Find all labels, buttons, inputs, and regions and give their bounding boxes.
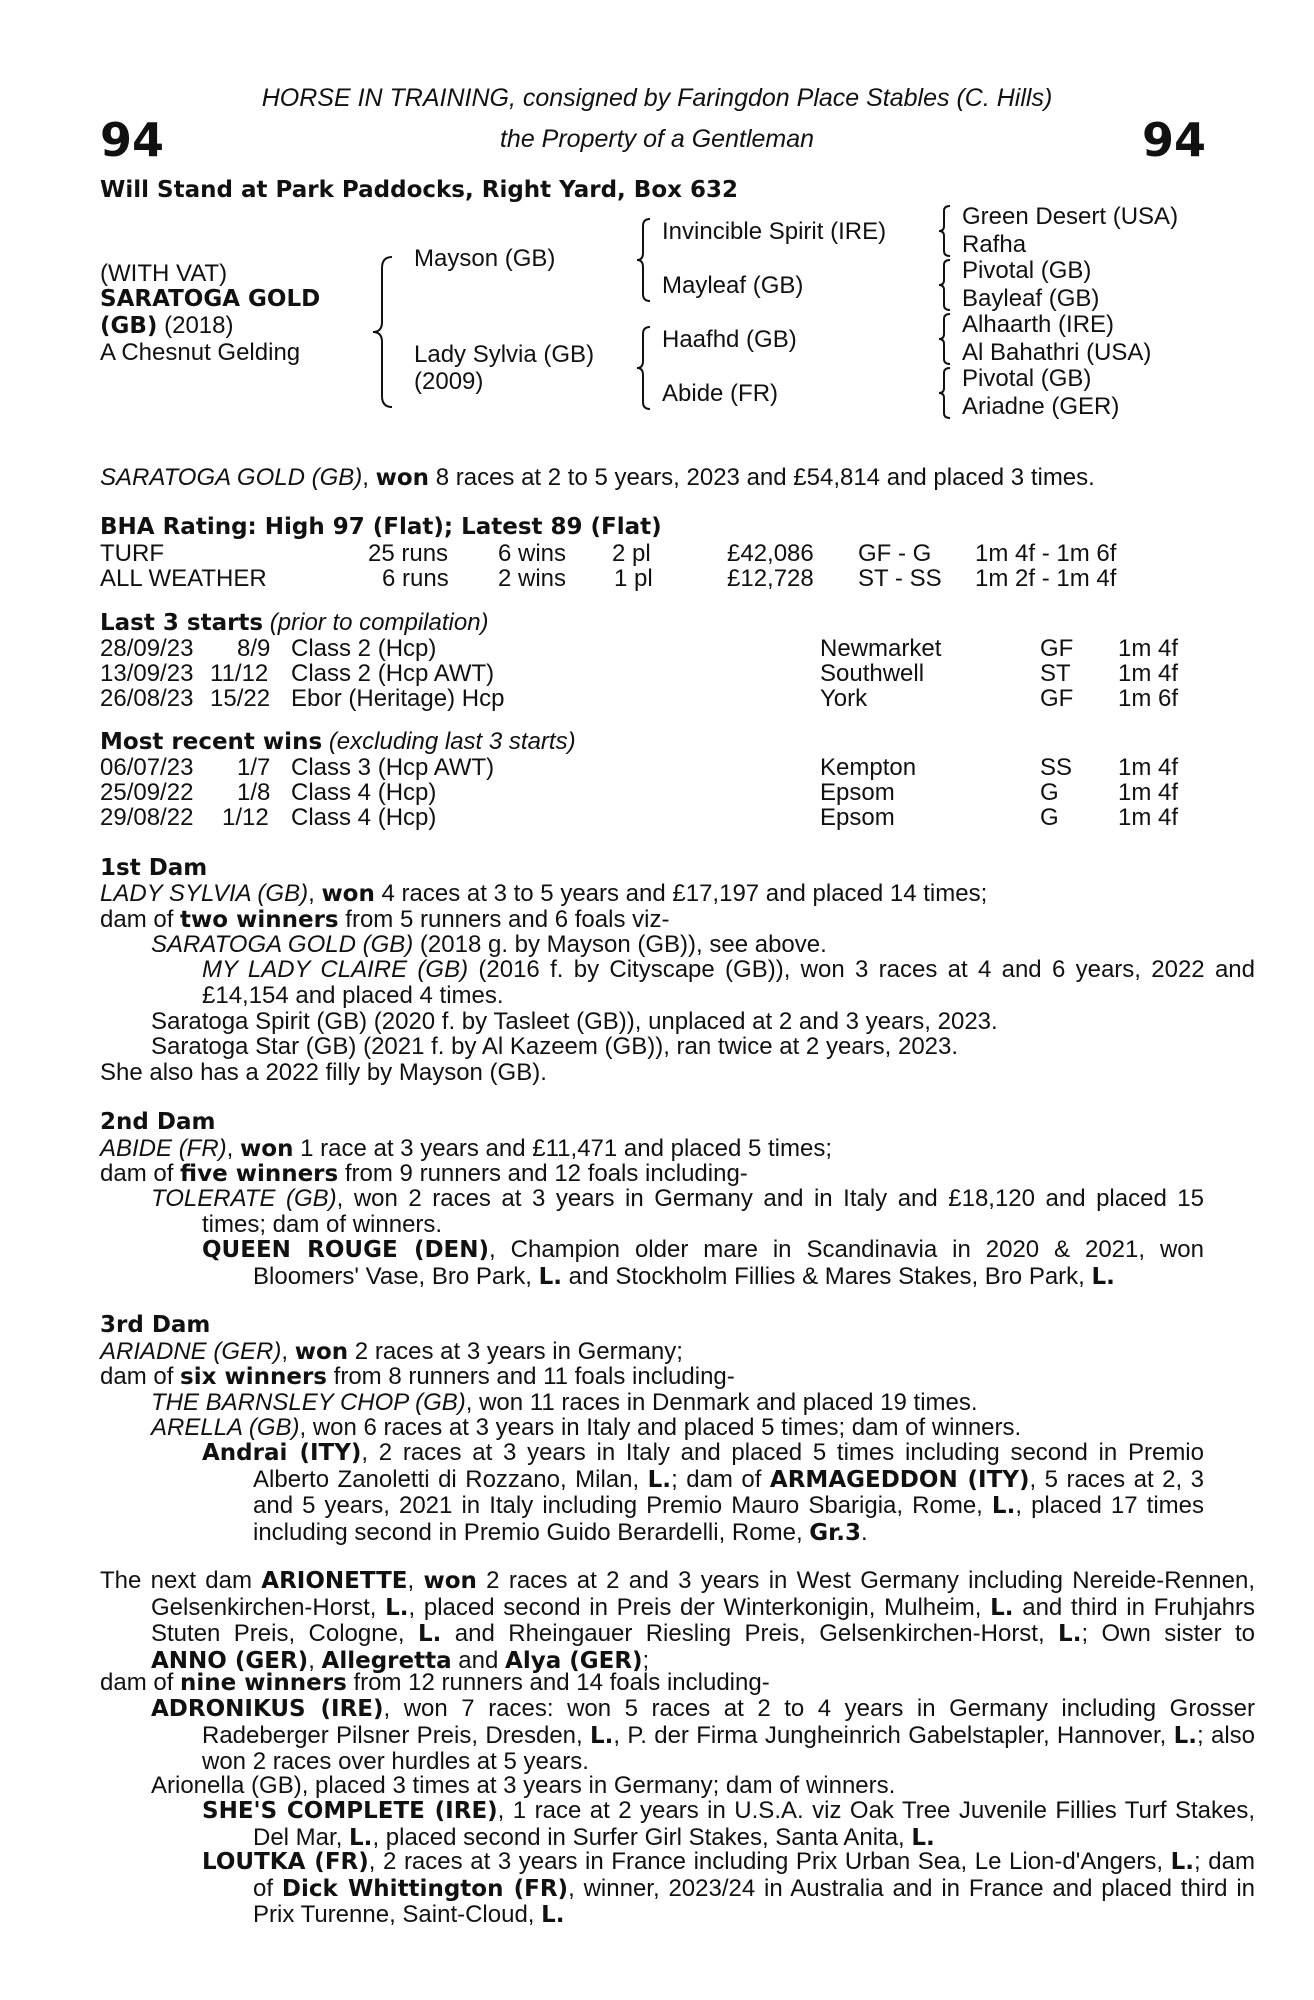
listed-mark: L. <box>538 1263 562 1290</box>
win-pos: 1/8 <box>237 779 271 806</box>
dam-year: (2009) <box>414 368 484 395</box>
last3-note: (prior to compilation) <box>269 609 489 636</box>
start-date: 13/09/23 <box>100 660 194 687</box>
dam1-line1: LADY SYLVIA (GB), won 4 races at 3 to 5 years and £17,197 and placed 14 times; <box>100 880 988 907</box>
dam2-line1: ABIDE (FR), won 1 race at 3 years and £11,471 and placed 5 times; <box>100 1135 833 1162</box>
dam1-dam-of: dam of <box>100 906 181 933</box>
dam3-won: won <box>294 1339 349 1365</box>
race-summary: SARATOGA GOLD (GB), won 8 races at 2 to 5 years, 2023 and £54,814 and placed 3 times. <box>100 464 1095 491</box>
start-dist: 1m 4f <box>1118 660 1179 687</box>
summary-horse: SARATOGA GOLD (GB) <box>100 464 363 491</box>
grandprogeny-record: , 2 races at 3 years in Italy and placed 5 times including second in Premio Alberto Zanoletti di Rozzano, Milan, <box>253 1439 1204 1493</box>
listed-mark: L. <box>647 1466 672 1493</box>
wins-note: (excluding last 3 starts) <box>328 728 576 755</box>
rating-prize: £12,728 <box>727 565 814 592</box>
dam1-won: won <box>321 881 375 907</box>
dam2-won: won <box>240 1136 294 1162</box>
listed-mark: L. <box>590 1722 614 1749</box>
win-race: Class 3 (Hcp AWT) <box>291 754 495 781</box>
sire-sire: Invincible Spirit (IRE) <box>662 218 887 245</box>
pedigree-brace-g34 <box>938 259 952 311</box>
listed-mark: L. <box>1170 1849 1195 1875</box>
grandprogeny-record: , 2 races at 3 years in France including Prix Urban Sea, Le Lion-d'Angers, <box>368 1848 1171 1875</box>
comma: , <box>308 1647 322 1675</box>
next-dam-dam-of: dam of <box>100 1669 181 1696</box>
grandprogeny-name: LOUTKA (FR) <box>202 1849 369 1875</box>
semicolon: ; <box>642 1647 650 1675</box>
dam2-winners: five winners <box>180 1161 339 1187</box>
g-green-desert: Green Desert (USA) <box>962 203 1179 230</box>
start-dist: 1m 6f <box>1118 685 1179 712</box>
dam1-heading: 1st Dam <box>100 855 208 881</box>
next-dam-line2 <box>100 1670 770 1697</box>
progeny-record: (2016 f. by Cityscape (GB)), won 3 races at 4 and 6 years, 2022 and £14,154 and placed 4 times. <box>202 956 1255 1009</box>
dam-dam: Abide (FR) <box>662 380 779 407</box>
start-course: York <box>820 685 868 712</box>
grandprogeny-record-3: , winner, 2023/24 in Australia and in France and placed third in Prix Turenne, Saint-Cloud, <box>253 1874 1256 1929</box>
dam1-progeny-1 <box>151 932 827 958</box>
rating-surface: ALL WEATHER <box>100 565 267 592</box>
dam3-grandprogeny-1 <box>202 1440 1204 1547</box>
rating-dist: 1m 2f - 1m 4f <box>975 565 1117 592</box>
rating-dist: 1m 4f - 1m 6f <box>975 540 1117 567</box>
rating-surface: TURF <box>100 540 164 567</box>
win-going: SS <box>1040 754 1073 781</box>
listed-mark: L. <box>991 1493 1016 1520</box>
progeny-name: THE BARNSLEY CHOP (GB) <box>151 1389 466 1416</box>
win-race: Class 4 (Hcp) <box>291 779 437 806</box>
dam3-heading: 3rd Dam <box>100 1312 211 1338</box>
sibling-alya: Alya (GER) <box>505 1648 643 1675</box>
listed-mark: L. <box>1058 1621 1082 1648</box>
next-dam-foals: from 12 runners and 14 foals including- <box>346 1669 770 1696</box>
dam2-grandprogeny-1 <box>202 1237 1204 1290</box>
dam-name: Lady Sylvia (GB) <box>414 341 595 368</box>
full-stop: . <box>860 1519 868 1547</box>
listed-mark: L. <box>1173 1722 1198 1749</box>
pedigree-brace-g78 <box>938 367 952 419</box>
rating-wins: 2 wins <box>498 565 567 592</box>
listed-mark: L. <box>385 1594 409 1621</box>
progeny-name: MY LADY CLAIRE (GB) <box>202 956 469 983</box>
win-date: 25/09/22 <box>100 779 194 806</box>
next-dam-intro: The next dam <box>100 1567 262 1594</box>
listed-mark: L. <box>349 1824 373 1851</box>
lot-number-right: 94 <box>1141 113 1206 167</box>
start-going: GF <box>1040 685 1074 712</box>
grandprogeny-record: , 1 race at 2 years in U.S.A. viz Oak Tree Juvenile Fillies Turf Stakes, Del Mar, <box>253 1797 1255 1851</box>
dam3-record: 2 races at 3 years in Germany; <box>348 1338 683 1365</box>
pedigree-brace-g56 <box>938 313 952 365</box>
g-pivotal-2: Pivotal (GB) <box>962 365 1092 392</box>
great-grandprogeny-name: Dick Whittington (FR) <box>281 1875 569 1902</box>
progeny-record: (2018 g. by Mayson (GB)), see above. <box>413 931 827 958</box>
pedigree-brace-main <box>372 256 394 408</box>
sibling-anno: ANNO (GER) <box>151 1648 309 1675</box>
vat-label: (WITH VAT) <box>100 260 228 287</box>
next-dam-paragraph: The next dam ARIONETTE, won 2 races at 2 and 3 years in West Germany including Nereide-Rennen, Gelsenkirchen-Horst, L., placed second in Preis der Winterkonigin, Mulheim, L. and third in Fruhjahrs Stuten Preis, Cologne, L. and Rheingauer Riesling Preis, Gelsenkirchen-Horst, L.; Own sister to ANNO (GER), Allegretta and Alya (GER); <box>100 1567 1256 1675</box>
start-going: GF <box>1040 635 1074 662</box>
start-date: 26/08/23 <box>100 685 194 712</box>
progeny-record: , won 11 races in Denmark and placed 19 times. <box>465 1389 978 1416</box>
grandprogeny-name: QUEEN ROUGE (DEN) <box>202 1237 490 1263</box>
progeny-record: , won 7 races: won 5 races at 2 to 4 years in Germany including Grosser Radeberger Pilsner Preis, Dresden, <box>202 1695 1255 1749</box>
dam3-winners: six winners <box>180 1364 327 1390</box>
g-rafha: Rafha <box>962 231 1027 258</box>
last3-title-line <box>100 610 489 637</box>
grandprogeny-record-2: ; dam of <box>253 1848 1255 1902</box>
progeny-name: TOLERATE (GB) <box>151 1185 337 1212</box>
win-race: Class 4 (Hcp) <box>291 804 437 831</box>
great-grandprogeny-name: ARMAGEDDON (ITY) <box>769 1466 1030 1493</box>
progeny-name: ARELLA (GB) <box>151 1414 300 1441</box>
next-dam-winners: nine winners <box>180 1670 347 1696</box>
pedigree-brace-sire <box>636 218 652 302</box>
g-al-bahathri: Al Bahathri (USA) <box>962 339 1152 366</box>
start-pos: 15/22 <box>210 685 271 712</box>
dam1-line2 <box>100 907 669 934</box>
dam2-record: 1 race at 3 years and £11,471 and placed 5 times; <box>293 1135 833 1162</box>
listed-mark: L. <box>990 1594 1014 1621</box>
listed-mark: L. <box>541 1902 565 1929</box>
win-course: Epsom <box>820 804 895 831</box>
win-dist: 1m 4f <box>1118 804 1179 831</box>
rating-going: ST - SS <box>858 565 942 592</box>
next-dam-grandprogeny-2 <box>202 1849 1255 1929</box>
dam1-note: She also has a 2022 filly by Mayson (GB). <box>100 1059 547 1086</box>
win-pos: 1/12 <box>222 804 269 831</box>
rating-pl: 2 pl <box>612 540 651 567</box>
g-pivotal-1: Pivotal (GB) <box>962 257 1092 284</box>
horse-country: (GB) <box>100 313 158 339</box>
location-line: Will Stand at Park Paddocks, Right Yard, Box 632 <box>100 177 738 203</box>
grandprogeny-record-2: ; dam of <box>671 1465 770 1493</box>
progeny-record-3: ; also won 2 races over hurdles at 5 years. <box>202 1721 1255 1776</box>
start-pos: 8/9 <box>237 635 271 662</box>
next-dam-t1: 2 races at 2 and 3 years in West Germany including Nereide-Rennen, Gelsenkirchen-Horst, <box>151 1567 1255 1621</box>
horse-description: A Chesnut Gelding <box>100 339 301 366</box>
start-course: Newmarket <box>820 635 942 662</box>
horse-country-year <box>100 313 233 340</box>
grandprogeny-record-2: , placed second in Surfer Girl Stakes, Santa Anita, <box>372 1823 912 1851</box>
dam2-heading: 2nd Dam <box>100 1109 216 1135</box>
dam-sire: Haafhd (GB) <box>662 326 797 353</box>
dam2-dam-of: dam of <box>100 1160 181 1187</box>
start-pos: 11/12 <box>210 660 269 687</box>
start-dist: 1m 4f <box>1118 635 1179 662</box>
start-race: Class 2 (Hcp AWT) <box>291 660 495 687</box>
progeny-record: , won 6 races at 3 years in Italy and placed 5 times; dam of winners. <box>299 1414 1022 1441</box>
progeny-name: ADRONIKUS (IRE) <box>151 1696 384 1722</box>
start-date: 28/09/23 <box>100 635 194 662</box>
g-ariadne: Ariadne (GER) <box>962 393 1120 420</box>
pedigree-brace-g12 <box>938 205 952 257</box>
dam2-name: ABIDE (FR) <box>100 1135 227 1162</box>
progeny-record-2: , P. der Firma Jungheinrich Gabelstapler, Hannover, <box>613 1721 1174 1749</box>
sire-name: Mayson (GB) <box>414 245 556 272</box>
grandprogeny-record-4: , placed 17 times including second in Premio Guido Berardelli, Rome, <box>253 1492 1204 1547</box>
win-dist: 1m 4f <box>1118 779 1179 806</box>
win-course: Epsom <box>820 779 895 806</box>
rating-prize: £42,086 <box>727 540 814 567</box>
dam3-line1: ARIADNE (GER), won 2 races at 3 years in Germany; <box>100 1338 683 1365</box>
and-word: and <box>451 1647 506 1675</box>
wins-title: Most recent wins <box>100 729 323 755</box>
win-date: 06/07/23 <box>100 754 194 781</box>
listed-mark: L. <box>1091 1263 1115 1290</box>
next-dam-t4: and Rheingauer Riesling Preis, Gelsenkirchen-Horst, <box>441 1620 1059 1648</box>
lot-number-left: 94 <box>100 113 165 167</box>
summary-won: won <box>375 465 430 491</box>
next-dam-t3: and third in Fruhjahrs Stuten Preis, Cologne, <box>151 1593 1256 1648</box>
next-dam-t2: , placed second in Preis der Winterkonigin, Mulheim, <box>408 1593 991 1621</box>
start-race: Class 2 (Hcp) <box>291 635 437 662</box>
progeny-record: , won 2 races at 3 years in Germany and in Italy and £18,120 and placed 15 times; dam of winners. <box>202 1185 1204 1238</box>
dam3-progeny-1 <box>151 1390 978 1416</box>
dam3-progeny-2 <box>151 1415 1021 1441</box>
dam2-foals: from 9 runners and 12 foals including- <box>338 1160 748 1187</box>
dam3-dam-of: dam of <box>100 1363 181 1390</box>
start-race: Ebor (Heritage) Hcp <box>291 685 505 712</box>
dam3-line2 <box>100 1364 735 1391</box>
dam3-name: ARIADNE (GER) <box>100 1338 282 1365</box>
dam1-name: LADY SYLVIA (GB) <box>100 880 309 907</box>
dam1-progeny-3: Saratoga Spirit (GB) (2020 f. by Tasleet (GB)), unplaced at 2 and 3 years, 2023. <box>151 1008 998 1035</box>
summary-rest: 8 races at 2 to 5 years, 2023 and £54,814 and placed 3 times. <box>429 464 1095 491</box>
horse-year: (2018) <box>164 312 234 339</box>
property-line: the Property of a Gentleman <box>499 125 815 153</box>
rating-runs: 25 runs <box>368 540 449 567</box>
wins-title-line <box>100 729 576 756</box>
pedigree-brace-dam <box>636 326 652 410</box>
grandprogeny-name: Andrai (ITY) <box>202 1440 362 1466</box>
win-going: G <box>1040 779 1059 806</box>
sire-dam: Mayleaf (GB) <box>662 272 804 299</box>
next-dam-grandprogeny-1 <box>202 1798 1255 1851</box>
win-going: G <box>1040 804 1059 831</box>
g-alhaarth: Alhaarth (IRE) <box>962 311 1115 338</box>
dam1-foals: from 5 runners and 6 foals viz- <box>338 906 670 933</box>
g-bayleaf: Bayleaf (GB) <box>962 285 1100 312</box>
grandprogeny-record-2: and Stockholm Fillies & Mares Stakes, Bro Park, <box>561 1262 1092 1290</box>
rating-pl: 1 pl <box>614 565 653 592</box>
grandprogeny-record-3: , 5 races at 2, 3 and 5 years, 2021 in Italy including Premio Mauro Sbarigia, Rome, <box>253 1465 1204 1520</box>
horse-name: SARATOGA GOLD <box>100 286 321 312</box>
win-course: Kempton <box>820 754 917 781</box>
dam1-progeny-4: Saratoga Star (GB) (2021 f. by Al Kazeem (GB)), ran twice at 2 years, 2023. <box>151 1033 959 1060</box>
listed-mark: L. <box>418 1621 442 1648</box>
start-course: Southwell <box>820 660 925 687</box>
win-date: 29/08/22 <box>100 804 194 831</box>
next-dam-progeny-2: Arionella (GB), placed 3 times at 3 years in Germany; dam of winners. <box>151 1772 896 1799</box>
rating-title: BHA Rating: High 97 (Flat); Latest 89 (Flat) <box>100 514 662 540</box>
next-dam-name: ARIONETTE <box>261 1568 408 1594</box>
start-going: ST <box>1040 660 1071 687</box>
dam1-winners: two winners <box>180 907 339 933</box>
grandprogeny-record: , Champion older mare in Scandinavia in 2020 & 2021, won Bloomers' Vase, Bro Park, <box>253 1236 1205 1290</box>
next-dam-won: won <box>423 1568 477 1594</box>
listed-mark: L. <box>911 1824 935 1851</box>
grandprogeny-name: SHE'S COMPLETE (IRE) <box>202 1798 498 1824</box>
win-pos: 1/7 <box>237 754 271 781</box>
next-dam-t5: ; Own sister to <box>1081 1620 1256 1648</box>
rating-wins: 6 wins <box>498 540 567 567</box>
dam1-progeny-2 <box>151 957 1255 1008</box>
dam1-record: 4 races at 3 to 5 years and £17,197 and placed 14 times; <box>374 880 988 907</box>
dam2-progeny-1 <box>151 1186 1204 1237</box>
progeny-name: SARATOGA GOLD (GB) <box>151 931 414 958</box>
rating-going: GF - G <box>858 540 932 567</box>
group3-mark: Gr.3 <box>809 1520 861 1547</box>
win-dist: 1m 4f <box>1118 754 1179 781</box>
rating-runs: 6 runs <box>382 565 449 592</box>
sibling-allegretta: Allegretta <box>321 1648 452 1675</box>
dam2-line2 <box>100 1161 748 1188</box>
last3-title: Last 3 starts <box>100 610 264 636</box>
dam3-foals: from 8 runners and 11 foals including- <box>326 1363 735 1390</box>
next-dam-progeny-1 <box>151 1696 1255 1775</box>
consignor-line: HORSE IN TRAINING, consigned by Faringdon Place Stables (C. Hills) <box>261 84 1053 112</box>
